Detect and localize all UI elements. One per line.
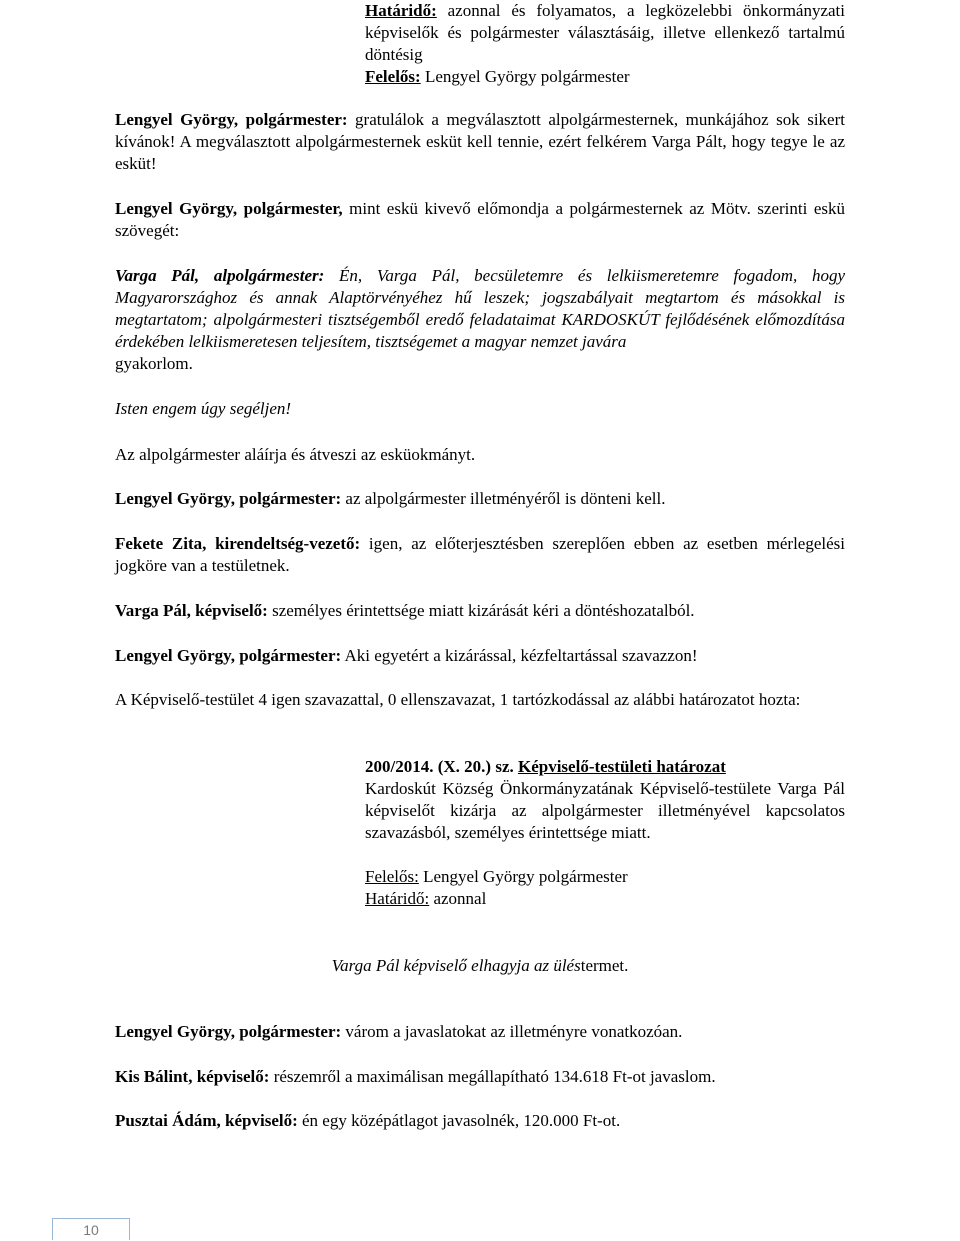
oath-text: Én, Varga Pál, becsületemre és lelkiismeretemre fogadom, hogy Magyarországhoz és annak Alaptörvényéhez hű leszek; jogszabályait megtartom és másokkal is megtartatom; alpolgármesteri tisztségemből eredő feladataimat KARDOSKÚT fejlődésének előmozdítása érdekében lelkiismeretesen teljesítem, tisztségemet a magyar nemzet javára [115,266,846,351]
oath-paragraph [115,265,845,375]
speaker-name: Lengyel György, polgármester: [115,489,342,508]
speaker-name: Lengyel György, polgármester: [115,1022,342,1041]
paragraph [115,1110,845,1132]
paragraph [115,645,845,667]
oath-tail: gyakorlom. [115,354,193,373]
speech-text: gratulálok a megválasztott alpolgármesternek, munkájához sok sikert kívánok! A megválasztott alpolgármesternek esküt kell tennie, ezért felkérem Varga Pált, hogy tegye le az esküt! [115,110,845,173]
speech-text: az alpolgármester illetményéről is dönteni kell. [341,489,666,508]
speaker-name: Kis Bálint, képviselő: [115,1067,270,1086]
resolution-title: Képviselő-testületi határozat [517,757,726,776]
paragraph [115,488,845,510]
vote-result: A Képviselő-testület 4 igen szavazattal, 0 ellenszavazat, 1 tartózkodással az alábbi határozatot hozta: [115,690,801,709]
speech-text: várom a javaslatokat az illetményre vonatkozóan. [341,1022,683,1041]
responsible-text: Lengyel György polgármester [420,67,630,86]
resolution-responsible [365,866,845,910]
speech-text: részemről a maximálisan megállapítható 134.618 Ft-ot javaslom. [269,1067,716,1086]
speech-text: mint eskü kivevő előmondja a polgármesternek az Mötv. szerinti eskü szövegét: [115,199,845,240]
paragraph: Az alpolgármester aláírja és átveszi az esküokmányt. [115,445,476,464]
responsible-label: Felelős: [365,67,421,86]
deadline-block [365,0,845,88]
speech-text: Aki egyetért a kizárással, kézfeltartással szavazzon! [341,646,698,665]
deadline-text: azonnal [429,889,487,908]
speech-text: igen, az előterjesztésben szereplően ebben az esetben mérlegelési jogköre van a testületnek. [115,534,845,575]
resolution-block [365,756,845,844]
responsible-text: Lengyel György polgármester [418,867,628,886]
paragraph [115,1021,845,1043]
speech-text: én egy középátlagot javasolnék, 120.000 Ft-ot. [297,1111,621,1130]
paragraph [115,600,845,622]
resolution-body: Kardoskút Község Önkormányzatának Képviselő-testülete Varga Pál képviselőt kizárja az alpolgármester illetményével kapcsolatos szavazásból, személyes érintettsége miatt. [365,779,845,842]
resolution-number: 200/2014. (X. 20.) sz. [365,757,514,776]
responsible-label: Felelős: [365,867,419,886]
deadline-text: azonnal és folyamatos, a legközelebbi önkormányzati képviselők és polgármester választásáig, illetve ellenkező tartalmú döntésig [365,1,845,64]
speaker-name: Lengyel György, polgármester: [115,110,348,129]
deadline-label: Határidő: [365,1,437,20]
speaker-name: Pusztai Ádám, képviselő: [115,1111,298,1130]
speaker-name: Lengyel György, polgármester: [115,646,342,665]
speaker-name: Varga Pál, képviselő: [115,601,268,620]
paragraph [115,198,845,242]
speaker-name: Fekete Zita, kirendeltség-vezető: [115,534,361,553]
paragraph [115,533,845,577]
speaker-name: Lengyel György, polgármester, [115,199,343,218]
deadline-label: Határidő: [365,889,430,908]
page-number: 10 [52,1218,130,1240]
oath-closing: Isten engem úgy segéljen! [115,399,292,418]
speaker-name: Varga Pál, alpolgármester: [115,266,325,285]
paragraph [115,109,845,175]
action-note: Varga Pál képviselő elhagyja az üléstermet. [331,956,629,975]
paragraph [115,1066,845,1088]
speech-text: személyes érintettsége miatt kizárását kéri a döntéshozatalból. [267,601,695,620]
